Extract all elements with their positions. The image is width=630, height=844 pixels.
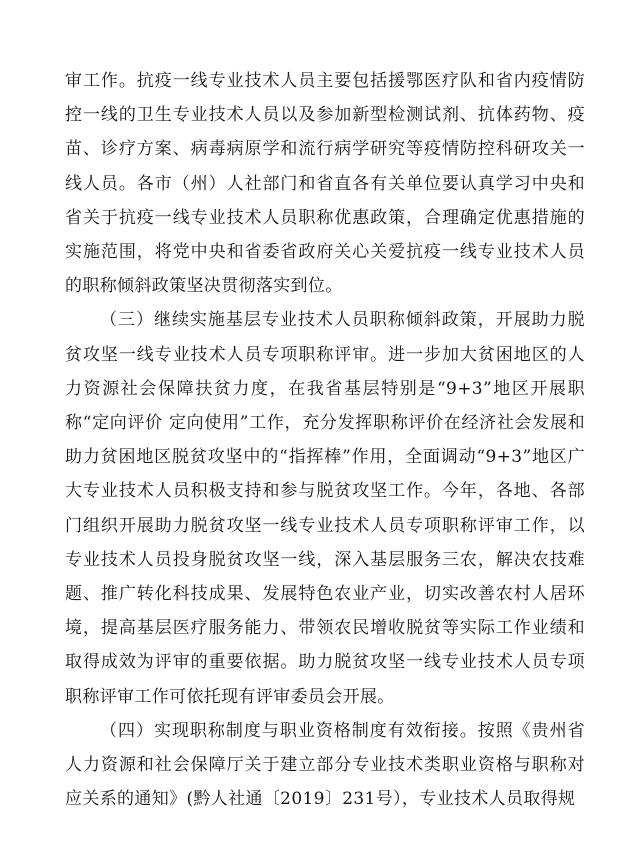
paragraph-3-heading: （四）实现职称制度与职业资格制度有效衔接。 [100,720,478,741]
paragraph-3-body: 按照《贵州省人力资源和社会保障厅关于建立部分专业技术类职业资格与职称对应关系的通知》(黔人社通〔2019〕231号），专业技术人员取得规 [65,720,585,810]
document-page [65,64,585,816]
paragraph-1 [65,64,585,303]
paragraph-3 [65,714,585,817]
paragraph-1-body: 审工作。抗疫一线专业技术人员主要包括援鄂医疗队和省内疫情防控一线的卫生专业技术人员以及参加新型检测试剂、抗体药物、疫苗、诊疗方案、病毒病原学和流行病学研究等疫情防控科研攻关一线人员。各市（州）人社部门和省直各有关单位要认真学习中央和省关于抗疫一线专业技术人员职称优惠政策，合理确定优惠措施的实施范围，将党中央和省委省政府关心关爱抗疫一线专业技术人员的职称倾斜政策坚决贯彻落实到位。 [65,71,585,297]
paragraph-2-heading: （三）继续实施基层专业技术人员职称倾斜政策，开展助力脱贫攻坚一线专业技术人员专项职称评审。 [65,310,585,365]
paragraph-2 [65,303,585,713]
paragraph-2-body: 进一步加大贫困地区的人力资源社会保障扶贫力度，在我省基层特别是“9+3”地区开展职称“定向评价 定向使用”工作，充分发挥职称评价在经济社会发展和助力贫困地区脱贫攻坚中的“指挥棒”作用，全面调动“9+3”地区广大专业技术人员积极支持和参与脱贫攻坚工作。今年，各地、各部门组织开展助力脱贫攻坚一线专业技术人员专项职称评审工作，以专业技术人员投身脱贫攻坚一线，深入基层服务三农，解决农技难题、推广转化科技成果、发展特色农业产业，切实改善农村人居环境，提高基层医疗服务能力、带领农民增收脱贫等实际工作业绩和取得成效为评审的重要依据。助力脱贫攻坚一线专业技术人员专项职称评审工作可依托现有评审委员会开展。 [65,344,585,707]
